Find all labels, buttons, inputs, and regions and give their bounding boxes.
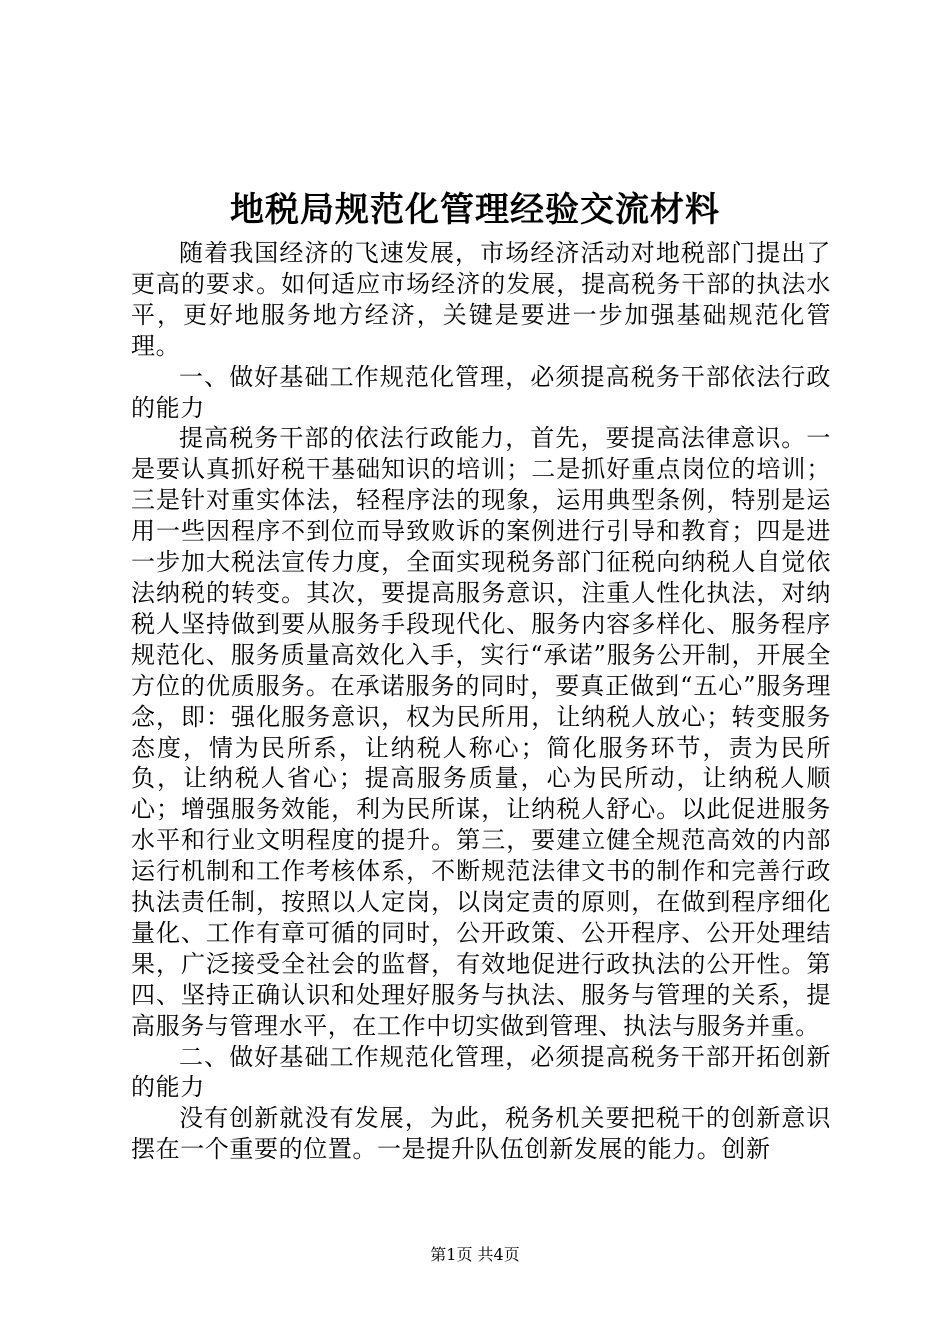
- intro-paragraph: 随着我国经济的飞速发展，市场经济活动对地税部门提出了更高的要求。如何适应市场经济的发展，提高税务干部的执法水平，更好地服务地方经济，关键是要进一步加强基础规范化管理。: [131, 239, 831, 360]
- section-heading-2: 二、做好基础工作规范化管理，必须提高税务干部开拓创新的能力: [131, 1042, 831, 1102]
- page-footer: 第1页 共4页: [430, 1245, 520, 1264]
- section-heading-1: 一、做好基础工作规范化管理，必须提高税务干部依法行政的能力: [131, 362, 831, 422]
- section-1-body: 提高税务干部的依法行政能力，首先，要提高法律意识。一是要认真抓好税干基础知识的培训；二是抓好重点岗位的培训；三是针对重实体法，轻程序法的现象，运用典型条例，特别是运用一些因程序不到位而导致败诉的案例进行引导和教育；四是进一步加大税法宣传力度，全面实现税务部门征税向纳税人自觉依法纳税的转变。其次，要提高服务意识，注重人性化执法，对纳税人坚持做到要从服务手段现代化、服务内容多样化、服务程序规范化、服务质量高效化入手，实行“承诺”服务公开制，开展全方位的优质服务。在承诺服务的同时，要真正做到“五心”服务理念，即：强化服务意识，权为民所用，让纳税人放心；转变服务态度，情为民所系，让纳税人称心；简化服务环节，责为民所负，让纳税人省心；提高服务质量，心为民所动，让纳税人顺心；增强服务效能，利为民所谋，让纳税人舒心。以此促进服务水平和行业文明程度的提升。第三，要建立健全规范高效的内部运行机制和工作考核体系，不断规范法律文书的制作和完善行政执法责任制，按照以人定岗，以岗定责的原则，在做到程序细化量化、工作有章可循的同时，公开政策、公开程序、公开处理结果，广泛接受全社会的监督，有效地促进行政执法的公开性。第四、坚持正确认识和处理好服务与执法、服务与管理的关系，提高服务与管理水平，在工作中切实做到管理、执法与服务并重。: [131, 424, 831, 1040]
- document-title: 地税局规范化管理经验交流材料: [230, 190, 720, 230]
- document-body: [131, 238, 831, 1165]
- section-2-body: 没有创新就没有发展，为此，税务机关要把税干的创新意识摆在一个重要的位置。一是提升队伍创新发展的能力。创新: [131, 1104, 831, 1164]
